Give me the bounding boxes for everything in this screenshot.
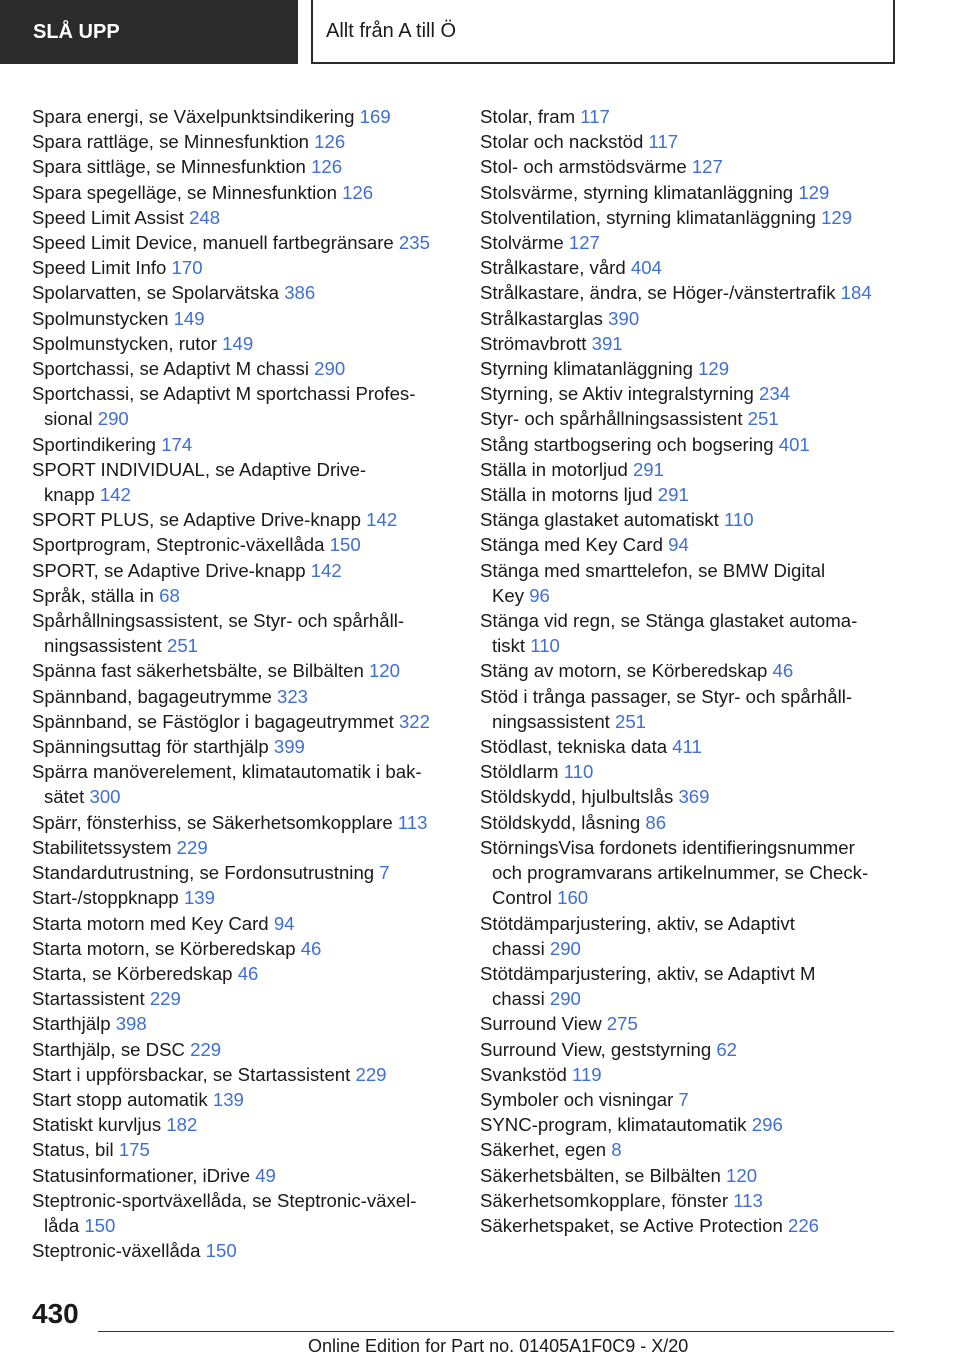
index-entry-text: Spännband, bagageutrymme — [32, 685, 277, 707]
page-reference-link[interactable]: 150 — [329, 534, 361, 556]
index-entry — [480, 482, 900, 507]
page-reference-link[interactable]: 234 — [759, 383, 791, 405]
page-reference-link[interactable]: 150 — [205, 1240, 237, 1262]
index-entry — [32, 759, 452, 809]
index-entry — [480, 1188, 900, 1213]
page-reference-link[interactable]: 46 — [237, 962, 259, 984]
page-reference-link[interactable]: 149 — [222, 332, 254, 354]
index-entry — [32, 608, 452, 658]
index-entry-text: Sportprogram, Steptronic-växellåda — [32, 534, 330, 556]
chapter-tab: Allt från A till Ö — [311, 0, 895, 64]
index-entry-text: Speed Limit Assist — [32, 206, 190, 228]
page-reference-link[interactable]: 129 — [798, 181, 830, 203]
index-entry-text: Sportchassi, se Adaptivt M sportchassi Profes- — [32, 383, 416, 405]
index-entry-text: chassi — [492, 988, 550, 1010]
page-reference-link[interactable]: 391 — [591, 332, 623, 354]
index-entry — [32, 457, 452, 507]
index-entry — [480, 558, 900, 608]
index-entry-text: Stöldlarm — [480, 761, 564, 783]
page-reference-link[interactable]: 169 — [359, 106, 391, 127]
index-entry-text: Stötdämparjustering, aktiv, se Adaptivt M — [480, 962, 816, 984]
index-entry — [32, 129, 452, 154]
page-reference-link[interactable]: 129 — [821, 206, 853, 228]
index-entry-text: Symboler och visningar — [480, 1088, 679, 1110]
index-entry-text: Stolsvärme, styrning klimatanläggning — [480, 181, 799, 203]
index-entry — [480, 507, 900, 532]
page-reference-link[interactable]: 322 — [398, 710, 430, 732]
index-entry — [32, 255, 452, 280]
index-entry-text: Surround View — [480, 1013, 607, 1035]
page-reference-link[interactable]: 86 — [645, 811, 667, 833]
page-reference-link[interactable]: 49 — [255, 1164, 276, 1186]
index-entry — [32, 356, 452, 381]
index-entry — [480, 608, 900, 658]
index-entry-text: Stol- och armstödsvärme — [480, 156, 692, 178]
index-entry — [480, 658, 900, 683]
page-reference-link[interactable]: 110 — [563, 761, 594, 783]
index-entry — [480, 1112, 900, 1137]
index-entry — [480, 406, 900, 431]
page-reference-link[interactable]: 184 — [840, 282, 872, 304]
index-entry-text: Säkerhetspaket, se Active Protection — [480, 1214, 788, 1236]
index-entry-text: Stötdämparjustering, aktiv, se Adaptivt — [480, 912, 795, 934]
index-entry-text: Styrning, se Aktiv integralstyrning — [480, 383, 760, 405]
page-reference-link[interactable]: 182 — [166, 1114, 198, 1136]
page-reference-link[interactable]: 290 — [549, 988, 581, 1010]
index-entry — [480, 1137, 900, 1162]
index-entry — [480, 331, 900, 356]
index-entry — [480, 1011, 900, 1036]
index-entry-text: SYNC-program, klimatautomatik — [480, 1114, 752, 1136]
index-entry-text: Starta motorn, se Körberedskap — [32, 937, 301, 959]
page-reference-link[interactable]: 117 — [648, 131, 679, 153]
index-entry-text: Svankstöd — [480, 1063, 572, 1085]
page-reference-link[interactable]: 120 — [368, 660, 400, 682]
page-reference-link[interactable]: 401 — [778, 433, 810, 455]
page-number: 430 — [32, 1298, 79, 1329]
index-entry — [480, 1213, 900, 1238]
page-reference-link[interactable]: 139 — [212, 1088, 244, 1110]
index-entry-text: Spännband, se Fästöglor i bagageutrymmet — [32, 710, 399, 732]
page-reference-link[interactable]: 290 — [549, 937, 581, 959]
index-entry-text: Spara energi, se Växelpunktsindikering — [32, 106, 360, 127]
footer-divider — [98, 1331, 894, 1332]
page-reference-link[interactable]: 113 — [733, 1189, 763, 1211]
index-entry-text: Control — [492, 887, 558, 909]
page-reference-link[interactable]: 229 — [355, 1063, 387, 1085]
index-entry — [480, 104, 900, 129]
index-entry-text: Spara spegelläge, se Minnesfunktion — [32, 181, 343, 203]
page-reference-link[interactable]: 296 — [751, 1114, 783, 1136]
index-entry — [480, 532, 900, 557]
index-entry-text: Stänga med Key Card — [480, 534, 669, 556]
index-entry — [480, 356, 900, 381]
index-entry — [480, 734, 900, 759]
page-reference-link[interactable]: 7 — [379, 862, 390, 884]
index-entry — [32, 810, 452, 835]
page-reference-link[interactable]: 290 — [97, 408, 129, 430]
index-entry — [32, 860, 452, 885]
index-entry — [32, 558, 452, 583]
index-entry-text: Ställa in motorns ljud — [480, 484, 658, 506]
footer-edition-label: Online Edition for Part no. 01405A1F0C9 - X/20 — [308, 1336, 689, 1356]
index-entry-text: Stäng av motorn, se Körberedskap — [480, 660, 773, 682]
page-reference-link[interactable]: 68 — [159, 584, 180, 606]
index-entry — [32, 205, 452, 230]
index-entry-text: Stöd i trånga passager, se Styr- och spårhåll- — [480, 685, 853, 707]
index-entry — [32, 1137, 452, 1162]
index-entry-text: Stödlast, tekniska data — [480, 736, 673, 758]
index-entry — [32, 684, 452, 709]
index-entry-text: Startassistent — [32, 988, 150, 1010]
index-entry — [480, 180, 900, 205]
page-reference-link[interactable]: 142 — [366, 509, 398, 531]
index-entry — [480, 1087, 900, 1112]
index-entry-text: Start-/stoppknapp — [32, 887, 184, 909]
index-entry-text: StörningsVisa fordonets identifieringsnummer — [480, 836, 855, 858]
index-entry-text: Starta, se Körberedskap — [32, 962, 238, 984]
index-entry-text: chassi — [492, 937, 550, 959]
index-entry-text: Stöldskydd, hjulbultslås — [480, 786, 679, 808]
index-entry — [480, 230, 900, 255]
page-reference-link[interactable]: 120 — [726, 1164, 758, 1186]
index-entry-text: Säkerhet, egen — [480, 1139, 612, 1161]
page-reference-link[interactable]: 251 — [167, 635, 199, 657]
index-entry-text: Strålkastarglas — [480, 307, 609, 329]
index-entry — [480, 1163, 900, 1188]
index-entry — [480, 759, 900, 784]
page-header — [0, 0, 960, 66]
page-reference-link[interactable]: 127 — [691, 156, 723, 178]
index-entry-text: ningsassistent — [44, 635, 167, 657]
index-entry — [480, 432, 900, 457]
page-reference-link[interactable]: 110 — [723, 509, 754, 531]
index-entry-text: Spänna fast säkerhetsbälte, se Bilbälten — [32, 660, 369, 682]
index-entry — [32, 1087, 452, 1112]
index-entry-text: Sportindikering — [32, 433, 162, 455]
index-entry-text: Strömavbrott — [480, 332, 592, 354]
index-entry-text: Säkerhetsomkopplare, fönster — [480, 1189, 734, 1211]
index-entry-text: Strålkastare, ändra, se Höger-/vänstertrafik — [480, 282, 841, 304]
index-entry-text: Spara rattläge, se Minnesfunktion — [32, 131, 315, 153]
index-entry — [32, 709, 452, 734]
index-entry-text: Surround View, geststyrning — [480, 1038, 717, 1060]
index-entry — [480, 154, 900, 179]
page-reference-link[interactable]: 126 — [342, 181, 374, 203]
index-entry-text: Styr- och spårhållningsassistent — [480, 408, 748, 430]
index-entry-text: Stolventilation, styrning klimatanläggning — [480, 206, 822, 228]
index-entry — [32, 432, 452, 457]
index-column-right — [480, 104, 900, 1238]
index-entry — [32, 986, 452, 1011]
index-entry-text: Ställa in motorljud — [480, 458, 633, 480]
index-entry — [32, 532, 452, 557]
index-entry — [32, 381, 452, 431]
page-reference-link[interactable]: 399 — [273, 736, 305, 758]
index-entry — [480, 1037, 900, 1062]
index-entry-text: Starta motorn med Key Card — [32, 912, 274, 934]
index-entry-text: låda — [44, 1214, 85, 1236]
index-entry-text: Speed Limit Device, manuell fartbegränsare — [32, 232, 399, 254]
index-entry-text: Spolmunstycken — [32, 307, 174, 329]
index-entry — [32, 835, 452, 860]
page-reference-link[interactable]: 398 — [115, 1013, 147, 1035]
index-entry — [32, 1188, 452, 1238]
index-entry — [32, 658, 452, 683]
page-reference-link[interactable]: 291 — [632, 458, 664, 480]
page-reference-link[interactable]: 291 — [657, 484, 689, 506]
index-entry-text: Spårhållningsassistent, se Styr- och spårhåll- — [32, 610, 405, 632]
index-entry-text: Steptronic-växellåda — [32, 1240, 206, 1262]
index-entry-text: Stabilitetssystem — [32, 836, 177, 858]
index-column-left — [32, 104, 452, 1263]
index-entry — [480, 205, 900, 230]
index-entry — [32, 230, 452, 255]
page-reference-link[interactable]: 142 — [99, 484, 131, 506]
page-reference-link[interactable]: 386 — [284, 282, 316, 304]
page-reference-link[interactable]: 160 — [557, 887, 589, 909]
page-reference-link[interactable]: 129 — [698, 358, 730, 380]
index-entry — [32, 734, 452, 759]
index-entry-text: sätet — [44, 786, 90, 808]
page-reference-link[interactable]: 229 — [149, 988, 181, 1010]
page-reference-link[interactable]: 139 — [183, 887, 215, 909]
index-entry — [480, 381, 900, 406]
index-entry-text: Språk, ställa in — [32, 584, 160, 606]
index-entry-text: Styrning klimatanläggning — [480, 358, 699, 380]
index-entry-text: ningsassistent — [492, 710, 615, 732]
index-entry-text: Start i uppförsbackar, se Startassistent — [32, 1063, 356, 1085]
index-entry-text: Stänga med smarttelefon, se BMW Digital — [480, 559, 826, 581]
page-reference-link[interactable]: 46 — [772, 660, 794, 682]
index-entry-text: Steptronic-sportväxellåda, se Steptronic-växel- — [32, 1189, 417, 1211]
index-entry-text: Spolarvatten, se Spolarvätska — [32, 282, 285, 304]
page-reference-link[interactable]: 290 — [314, 358, 346, 380]
index-entry — [32, 104, 452, 129]
page-reference-link[interactable]: 390 — [608, 307, 640, 329]
page-reference-link[interactable]: 404 — [630, 257, 662, 279]
index-entry-text: Spärr, fönsterhiss, se Säkerhetsomkopplare — [32, 811, 398, 833]
page-reference-link[interactable]: 248 — [189, 206, 221, 228]
page-reference-link[interactable]: 46 — [300, 937, 322, 959]
index-entry — [32, 961, 452, 986]
index-entry — [32, 306, 452, 331]
index-entry — [32, 154, 452, 179]
page-reference-link[interactable]: 127 — [568, 232, 600, 254]
index-entry — [32, 936, 452, 961]
index-entry-text: tiskt — [492, 635, 531, 657]
index-entry — [32, 1112, 452, 1137]
index-entry — [32, 1163, 452, 1188]
page-reference-link[interactable]: 110 — [530, 635, 560, 657]
index-entry-text: Spolmunstycken, rutor — [32, 332, 223, 354]
index-entry — [480, 911, 900, 961]
index-entry-text: Sportchassi, se Adaptivt M chassi — [32, 358, 315, 380]
index-entry — [32, 331, 452, 356]
index-entry — [480, 255, 900, 280]
index-entry — [32, 583, 452, 608]
page-reference-link[interactable]: 94 — [668, 534, 689, 556]
index-entry — [480, 784, 900, 809]
footer-edition-text — [308, 1336, 688, 1357]
index-entry-text: Starthjälp, se DSC — [32, 1038, 191, 1060]
index-entry-text: Status, bil — [32, 1139, 119, 1161]
index-entry — [480, 684, 900, 734]
index-entry — [480, 961, 900, 1011]
index-entry-text: Statusinformationer, iDrive — [32, 1164, 256, 1186]
index-entry — [480, 306, 900, 331]
index-entry-text: SPORT INDIVIDUAL, se Adaptive Drive- — [32, 458, 367, 480]
index-entry-text: SPORT, se Adaptive Drive-knapp — [32, 559, 311, 581]
index-entry — [32, 1238, 452, 1263]
page-reference-link[interactable]: 149 — [173, 307, 205, 329]
index-entry — [32, 180, 452, 205]
index-entry-text: Statiskt kurvljus — [32, 1114, 167, 1136]
page-reference-link[interactable]: 229 — [190, 1038, 222, 1060]
index-entry — [32, 1011, 452, 1036]
page-reference-link[interactable]: 411 — [672, 736, 702, 758]
index-entry-text: Starthjälp — [32, 1013, 116, 1035]
index-entry-text: knapp — [44, 484, 100, 506]
page-reference-link[interactable]: 94 — [273, 912, 295, 934]
page-reference-link[interactable]: 300 — [89, 786, 121, 808]
index-entry-text: Stång startbogsering och bogsering — [480, 433, 779, 455]
page-reference-link[interactable]: 170 — [171, 257, 203, 279]
index-entry-text: Stolar, fram — [480, 106, 581, 127]
page-reference-link[interactable]: 369 — [678, 786, 710, 808]
page-reference-link[interactable]: 117 — [580, 106, 610, 127]
index-entry-text: Spärra manöverelement, klimatautomatik i bak- — [32, 761, 422, 783]
index-entry-text: Key — [492, 584, 530, 606]
index-entry — [480, 129, 900, 154]
index-entry — [480, 280, 900, 305]
index-entry — [32, 1037, 452, 1062]
page-reference-link[interactable]: 174 — [161, 433, 193, 455]
index-entry — [480, 810, 900, 835]
index-entry-text: Spara sittläge, se Minnesfunktion — [32, 156, 312, 178]
index-entry-text: och programvarans artikelnummer, se Check- — [492, 862, 869, 884]
index-entry-text: Strålkastare, vård — [480, 257, 631, 279]
index-entry — [32, 911, 452, 936]
index-entry-text: Stänga glastaket automatiskt — [480, 509, 724, 531]
page-reference-link[interactable]: 126 — [314, 131, 346, 153]
index-entry-text: Säkerhetsbälten, se Bilbälten — [480, 1164, 727, 1186]
index-entry-text: Stöldskydd, låsning — [480, 811, 646, 833]
page-reference-link[interactable]: 119 — [572, 1063, 602, 1085]
page-reference-link[interactable]: 96 — [529, 584, 550, 606]
index-entry-text: Start stopp automatik — [32, 1088, 213, 1110]
page-reference-link[interactable]: 62 — [716, 1038, 738, 1060]
page-reference-link[interactable]: 175 — [118, 1139, 150, 1161]
page-reference-link[interactable]: 8 — [611, 1139, 622, 1161]
page-reference-link[interactable]: 251 — [747, 408, 779, 430]
page-reference-link[interactable]: 229 — [176, 836, 208, 858]
index-entry — [480, 1062, 900, 1087]
page-reference-link[interactable]: 275 — [606, 1013, 638, 1035]
page-reference-link[interactable]: 226 — [788, 1214, 820, 1236]
index-entry — [32, 280, 452, 305]
index-entry-text: SPORT PLUS, se Adaptive Drive-knapp — [32, 509, 367, 531]
page-reference-link[interactable]: 113 — [397, 811, 428, 833]
index-entry-text: Speed Limit Info — [32, 257, 172, 279]
page-reference-link[interactable]: 7 — [678, 1088, 689, 1110]
index-entry-text: Stolar och nackstöd — [480, 131, 649, 153]
index-entry-text: sional — [44, 408, 98, 430]
index-entry — [32, 1062, 452, 1087]
index-entry — [32, 885, 452, 910]
page-reference-link[interactable]: 150 — [84, 1214, 116, 1236]
index-entry — [480, 457, 900, 482]
page-reference-link[interactable]: 235 — [398, 232, 430, 254]
index-entry-text: Spänningsuttag för starthjälp — [32, 736, 274, 758]
page-reference-link[interactable]: 126 — [311, 156, 343, 178]
index-entry-text: Standardutrustning, se Fordonsutrustning — [32, 862, 380, 884]
index-entry — [480, 835, 900, 911]
index-entry-text: Stänga vid regn, se Stänga glastaket automa- — [480, 610, 858, 632]
index-entry-text: Stolvärme — [480, 232, 569, 254]
section-tab: SLÅ UPP — [0, 0, 298, 64]
page-reference-link[interactable]: 323 — [277, 685, 309, 707]
page-reference-link[interactable]: 142 — [310, 559, 342, 581]
index-entry — [32, 507, 452, 532]
page-reference-link[interactable]: 251 — [615, 710, 647, 732]
